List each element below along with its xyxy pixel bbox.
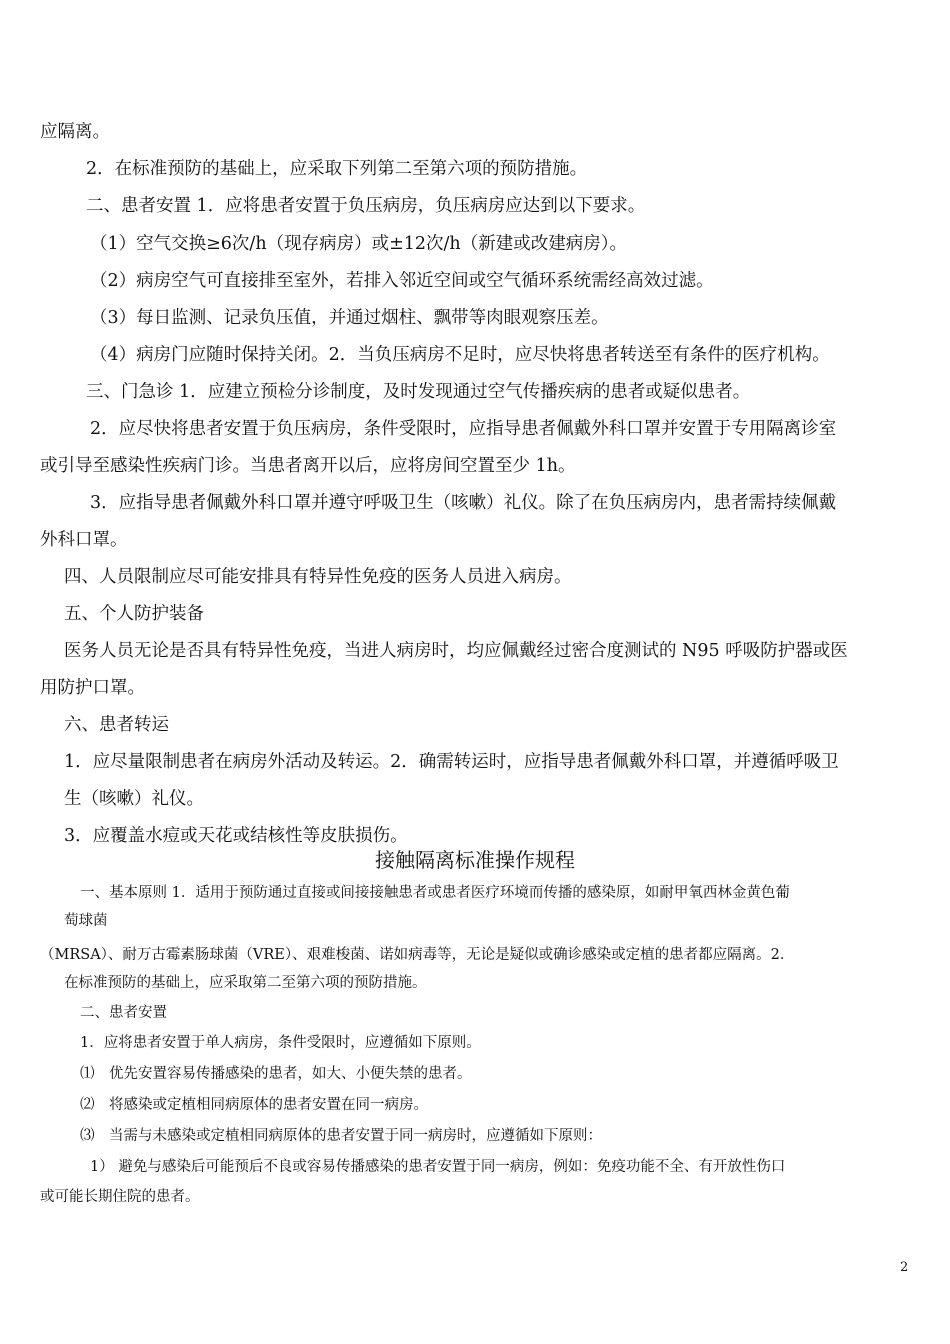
paragraph-line: 3．应指导患者佩戴外科口罩并遵守呼吸卫生（咳嗽）礼仪。除了在负压病房内，患者需持续佩戴 (90, 493, 837, 513)
paragraph-line: 1．应尽量限制患者在病房外活动及转运。2．确需转运时，应指导患者佩戴外科口罩，并遵循呼吸卫 (64, 752, 839, 772)
section-heading-line: 二、患者安置 1．应将患者安置于负压病房，负压病房应达到以下要求。 (86, 196, 646, 216)
paragraph-line: 应隔离。 (40, 122, 110, 142)
section-heading-line: 六、患者转运 (64, 715, 169, 735)
list-item: （1）空气交换≥6次/h（现存病房）或±12次/h（新建或改建病房）。 (90, 234, 627, 254)
paragraph-line: 一、基本原则 1．适用于预防通过直接或间接接触患者或患者医疗环境而传播的感染原，如耐甲氧西林金黄色葡 (80, 885, 790, 901)
paragraph-line: 2．应尽快将患者安置于负压病房，条件受限时，应指导患者佩戴外科口罩并安置于专用隔离诊室 (90, 419, 837, 439)
section-heading-line: 二、患者安置 (80, 1005, 167, 1021)
page-number: 2 (900, 1260, 909, 1275)
document-title: 接触隔离标准操作规程 (375, 848, 575, 872)
paragraph-line: 1．应将患者安置于单人病房，条件受限时，应遵循如下原则。 (80, 1035, 481, 1051)
paragraph-line: （MRSA）、耐万古霉素肠球菌（VRE）、艰难梭菌、诺如病毒等，无论是疑似或确诊感染或定植的患者都应隔离。2． (40, 947, 795, 963)
section-heading-line: 四、人员限制应尽可能安排具有特异性免疫的医务人员进入病房。 (64, 567, 572, 587)
paragraph-line: 用防护口罩。 (40, 678, 145, 698)
paragraph-line: 外科口罩。 (40, 530, 128, 550)
list-item: 1） 避免与感染后可能预后不良或容易传播感染的患者安置于同一病房，例如：免疫功能不全、有开放性伤口 (90, 1159, 786, 1175)
section-heading-line: 三、门急诊 1．应建立预检分诊制度，及时发现通过空气传播疾病的患者或疑似患者。 (86, 382, 751, 402)
paragraph-line: 或引导至感染性疾病门诊。当患者离开以后，应将房间空置至少 1h。 (40, 456, 576, 476)
paragraph-line: 生（咳嗽）礼仪。 (64, 789, 204, 809)
list-item: ⑴ 优先安置容易传播感染的患者，如大、小便失禁的患者。 (80, 1066, 472, 1082)
section-heading-line: 五、个人防护装备 (64, 604, 204, 624)
paragraph-line: 或可能长期住院的患者。 (40, 1189, 200, 1205)
list-item: ⑶ 当需与未感染或定植相同病原体的患者安置于同一病房时，应遵循如下原则： (80, 1128, 602, 1144)
paragraph-line: 萄球菌 (64, 913, 108, 929)
list-item: （3）每日监测、记录负压值，并通过烟柱、飘带等肉眼观察压差。 (90, 308, 609, 328)
list-item: （4）病房门应随时保持关闭。2．当负压病房不足时，应尽快将患者转送至有条件的医疗机构。 (90, 345, 830, 365)
list-item: （2）病房空气可直接排至室外，若排入邻近空间或空气循环系统需经高效过滤。 (90, 271, 714, 291)
paragraph-line: 在标准预防的基础上，应采取第二至第六项的预防措施。 (64, 975, 427, 991)
paragraph-line: 3．应覆盖水痘或天花或结核性等皮肤损伤。 (64, 826, 408, 846)
paragraph-line: 2．在标准预防的基础上，应采取下列第二至第六项的预防措施。 (86, 159, 588, 179)
paragraph-line: 医务人员无论是否具有特异性免疫，当进人病房时，均应佩戴经过密合度测试的 N95 呼吸防护器或医 (64, 641, 848, 661)
list-item: ⑵ 将感染或定植相同病原体的患者安置在同一病房。 (80, 1097, 428, 1113)
